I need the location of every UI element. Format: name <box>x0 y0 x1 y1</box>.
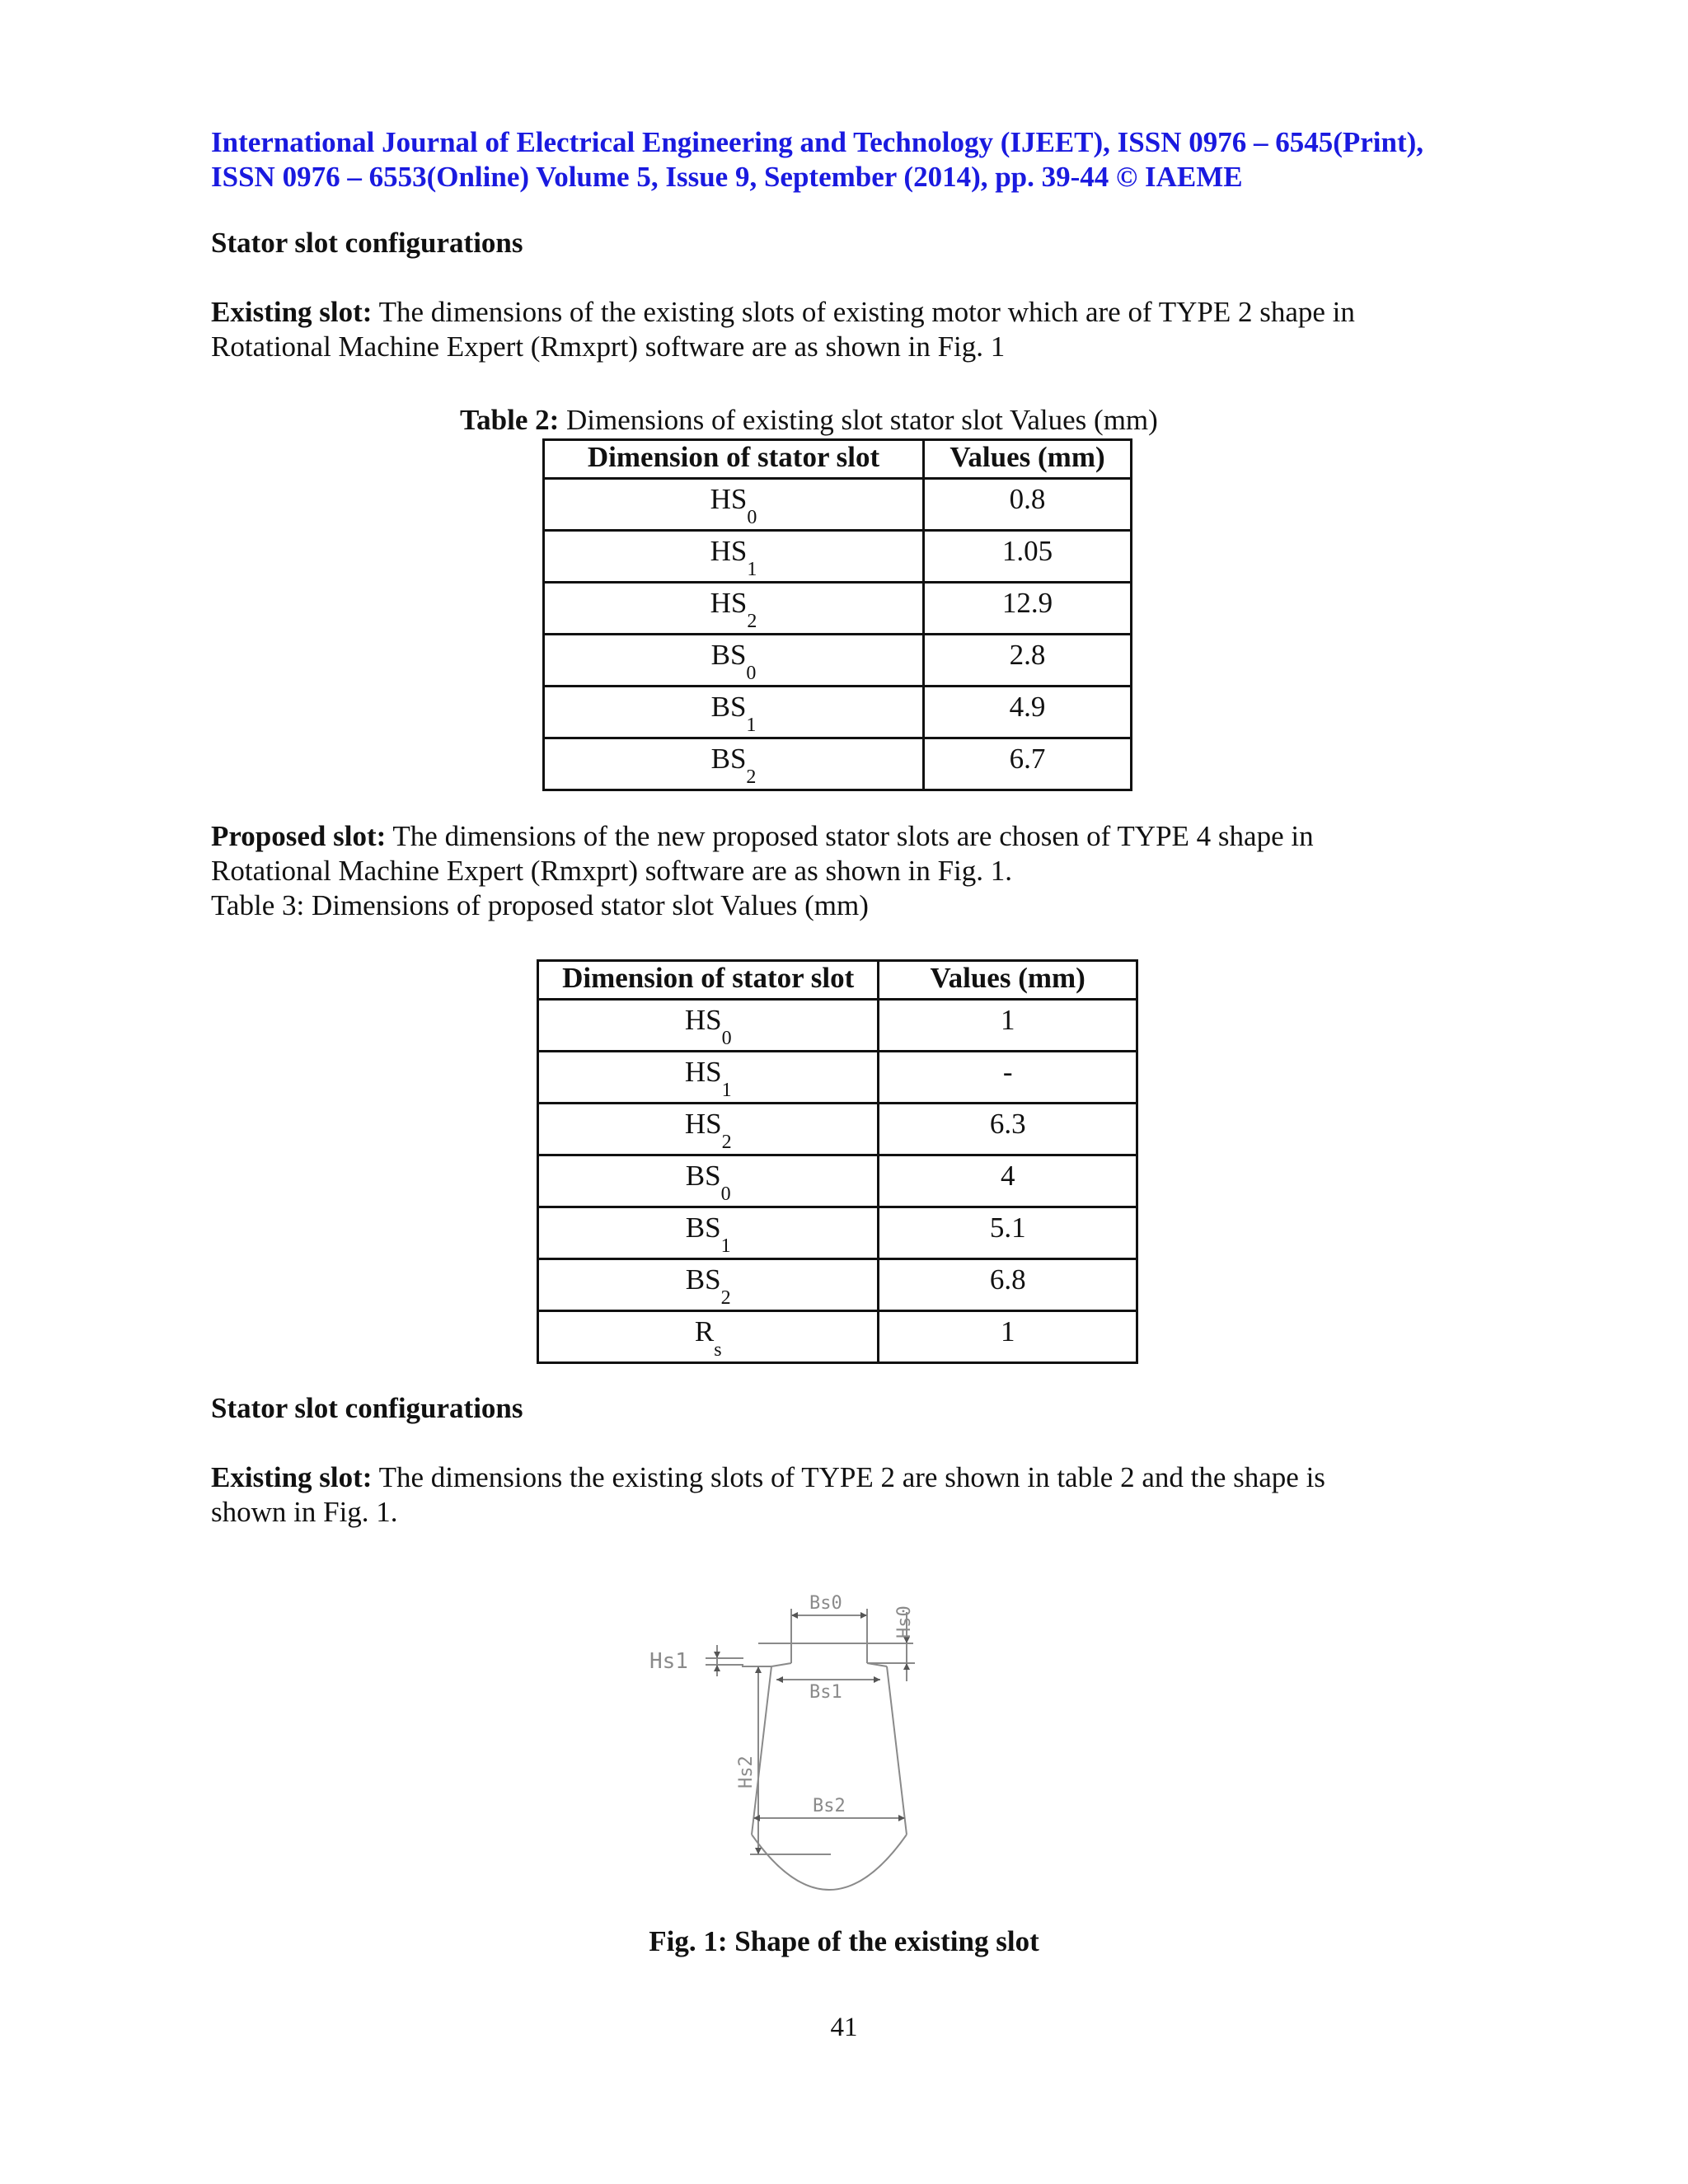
hs1-label: Hs1 <box>649 1649 688 1674</box>
table2-dimension-cell <box>544 583 924 635</box>
existing-slot-paragraph <box>211 295 1530 364</box>
existing-slot-paragraph-2 <box>211 1460 1530 1530</box>
dimension-subscript: 0 <box>746 663 757 684</box>
dimension-subscript: 2 <box>721 1132 732 1153</box>
table3-dimension-cell <box>538 1000 879 1052</box>
existing-slot-label-2: Existing slot: <box>211 1461 373 1493</box>
journal-header-line-1: International Journal of Electrical Engineering and Technology (IJEET), ISSN 0976 – 6545(Print), <box>211 126 1424 158</box>
table3-dimension-cell <box>538 1104 879 1155</box>
table3-value-cell: 4 <box>879 1155 1137 1207</box>
hs2-label: Hs2 <box>736 1755 757 1788</box>
dimension-symbol: HS <box>684 1108 722 1140</box>
dimension-subscript: 2 <box>720 1287 731 1309</box>
table3-value-cell: 6.8 <box>879 1259 1137 1311</box>
dimension-subscript: 0 <box>720 1183 731 1205</box>
existing-slot-label: Existing slot: <box>211 296 373 328</box>
table2-value-cell: 2.8 <box>924 635 1132 687</box>
hs1-lines <box>706 1658 743 1665</box>
existing-slot-text-2: Rotational Machine Expert (Rmxprt) software are as shown in Fig. 1 <box>211 330 1006 363</box>
table3-row <box>538 1207 1137 1259</box>
table2-row <box>544 687 1132 738</box>
dimension-subscript: s <box>714 1339 722 1361</box>
table2-row <box>544 479 1132 531</box>
dimension-symbol: HS <box>710 587 748 619</box>
table2-value-cell: 6.7 <box>924 738 1132 790</box>
dimension-subscript: 2 <box>747 611 757 632</box>
table3-dimension-cell <box>538 1311 879 1363</box>
table2-value-cell: 0.8 <box>924 479 1132 531</box>
table3-row <box>538 1155 1137 1207</box>
table2-row <box>544 531 1132 583</box>
proposed-slot-paragraph <box>211 819 1530 923</box>
hs0-extension-lines <box>758 1643 915 1663</box>
table3-row <box>538 1104 1137 1155</box>
dimension-symbol: BS <box>685 1160 721 1192</box>
table2-header-values: Values (mm) <box>924 440 1132 479</box>
table3-dimension-cell <box>538 1052 879 1104</box>
table2-dimension-cell <box>544 738 924 790</box>
table2-dimension-cell <box>544 687 924 738</box>
table3-row <box>538 1259 1137 1311</box>
bs2-label: Bs2 <box>813 1796 846 1816</box>
table2-row <box>544 635 1132 687</box>
section-heading-2: Stator slot configurations <box>211 1392 523 1424</box>
proposed-slot-label: Proposed slot: <box>211 820 387 852</box>
table2-caption-label: Table 2: <box>460 404 560 436</box>
proposed-slot-text-1: The dimensions of the new proposed stator slots are chosen of TYPE 4 shape in <box>386 820 1314 852</box>
table2-value-cell: 12.9 <box>924 583 1132 635</box>
bs1-label: Bs1 <box>809 1682 842 1703</box>
table2-dimension-cell <box>544 635 924 687</box>
table2-header-dimension: Dimension of stator slot <box>544 440 924 479</box>
dimension-symbol: BS <box>710 691 747 723</box>
existing-slot-text-2-2: shown in Fig. 1. <box>211 1496 398 1528</box>
dimension-subscript: 0 <box>747 507 757 528</box>
dimension-subscript: 1 <box>721 1080 732 1101</box>
table3-caption: Table 3: Dimensions of proposed stator slot Values (mm) <box>211 889 869 921</box>
table3-value-cell: 6.3 <box>879 1104 1137 1155</box>
table3-value-cell: 1 <box>879 1000 1137 1052</box>
dimension-symbol: HS <box>710 535 748 567</box>
journal-header-line-2: ISSN 0976 – 6553(Online) Volume 5, Issue 9, September (2014), pp. 39-44 © IAEME <box>211 161 1243 193</box>
table3-value-cell: 1 <box>879 1311 1137 1363</box>
table3-header-values: Values (mm) <box>879 961 1137 1000</box>
table3-dimension-cell <box>538 1207 879 1259</box>
journal-header <box>211 125 1530 194</box>
existing-slot-text-1: The dimensions of the existing slots of existing motor which are of TYPE 2 shape in <box>372 296 1355 328</box>
table2-existing-dimensions <box>542 438 1132 791</box>
table2-row <box>544 583 1132 635</box>
table2-dimension-cell <box>544 531 924 583</box>
dimension-symbol: HS <box>684 1004 722 1036</box>
table3-row <box>538 1311 1137 1363</box>
bs0-extension-lines <box>791 1609 867 1643</box>
dimension-symbol: BS <box>710 639 747 671</box>
dimension-symbol: HS <box>684 1056 722 1088</box>
proposed-slot-text-2: Rotational Machine Expert (Rmxprt) software are as shown in Fig. 1. <box>211 855 1013 887</box>
dimension-symbol: BS <box>685 1263 721 1296</box>
dimension-subscript: 0 <box>721 1028 732 1049</box>
table2-row <box>544 738 1132 790</box>
table2-value-cell: 4.9 <box>924 687 1132 738</box>
dimension-subscript: 1 <box>747 559 757 580</box>
table3-value-cell: 5.1 <box>879 1207 1137 1259</box>
table2-dimension-cell <box>544 479 924 531</box>
table2-caption <box>460 403 1158 438</box>
table3-row <box>538 1052 1137 1104</box>
table3-value-cell: - <box>879 1052 1137 1104</box>
table3-header-dimension: Dimension of stator slot <box>538 961 879 1000</box>
dimension-subscript: 2 <box>746 766 757 788</box>
table3-dimension-cell <box>538 1259 879 1311</box>
dimension-subscript: 1 <box>746 715 757 736</box>
slot-shape-diagram <box>626 1591 1055 1937</box>
table2-value-cell: 1.05 <box>924 531 1132 583</box>
page-number: 41 <box>830 2013 858 2042</box>
section-heading-1: Stator slot configurations <box>211 227 523 259</box>
dimension-symbol: BS <box>710 743 747 775</box>
hs0-label: Hs0 <box>894 1605 915 1638</box>
existing-slot-text-2-1: The dimensions the existing slots of TYPE 2 are shown in table 2 and the shape is <box>372 1461 1325 1493</box>
bs0-label: Bs0 <box>809 1593 842 1614</box>
table2-caption-text: Dimensions of existing slot stator slot Values (mm) <box>559 404 1158 436</box>
dimension-symbol: R <box>694 1315 715 1347</box>
table3-row <box>538 1000 1137 1052</box>
dimension-symbol: BS <box>685 1212 721 1244</box>
dimension-subscript: 1 <box>720 1235 731 1257</box>
figure-caption: Fig. 1: Shape of the existing slot <box>649 1925 1039 1957</box>
table3-proposed-dimensions <box>537 959 1138 1364</box>
dimension-symbol: HS <box>710 483 748 515</box>
table3-dimension-cell <box>538 1155 879 1207</box>
